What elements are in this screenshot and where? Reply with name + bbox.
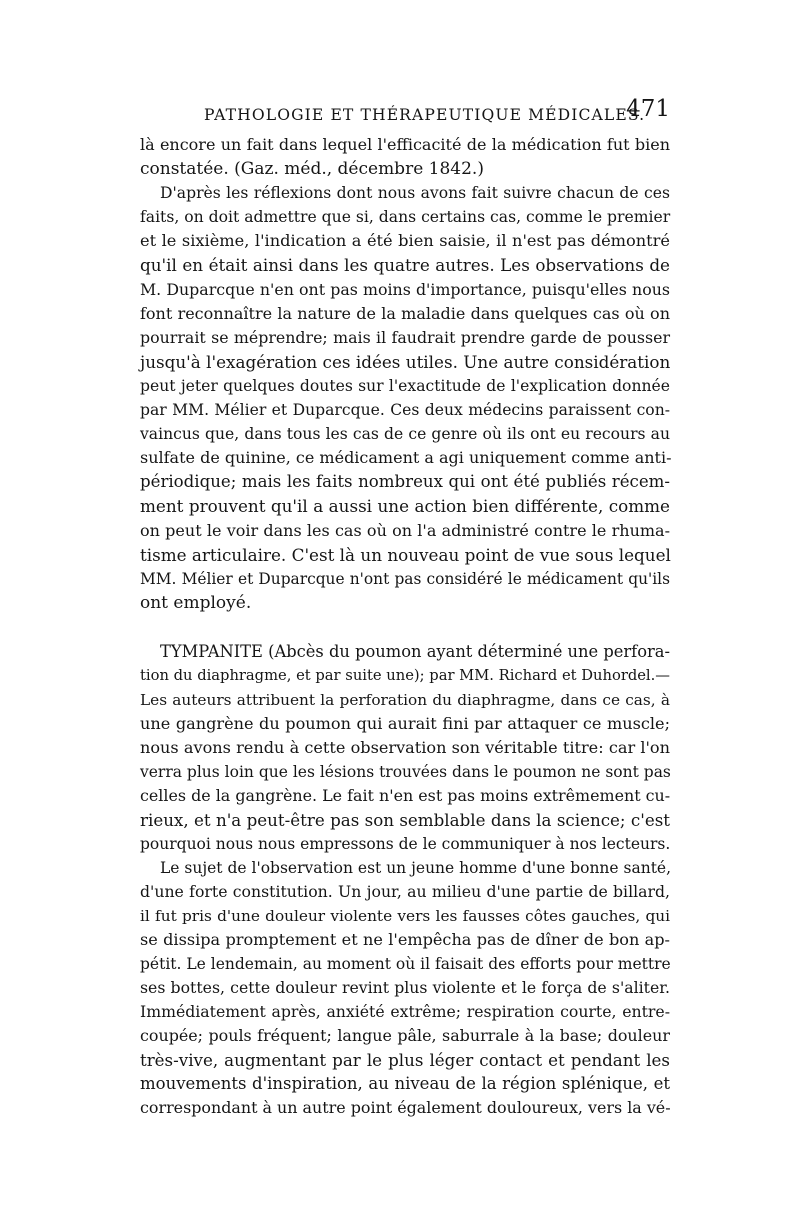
text-line: mouvements d'inspiration, au niveau de la région splénique, et <box>140 1073 670 1093</box>
page-body <box>140 133 670 1120</box>
text-line: et le sixième, l'indication a été bien saisie, il n'est pas démontré <box>140 231 670 251</box>
text-line: jusqu'à l'exagération ces idées utiles. Une autre considération <box>140 351 671 372</box>
text-line: M. Duparcque n'en ont pas moins d'importance, puisqu'elles nous <box>140 279 670 299</box>
section-tympanite <box>140 640 670 1120</box>
text-line: qu'il en était ainsi dans les quatre autres. Les observations de <box>140 255 670 276</box>
text-line: d'une forte constitution. Un jour, au milieu d'une partie de billard, <box>140 881 670 901</box>
running-title: PATHOLOGIE ET THÉRAPEUTIQUE MÉDICALES. <box>204 106 646 124</box>
text-line: pétit. Le lendemain, au moment où il faisait des efforts pour mettre <box>140 954 671 973</box>
text-line: MM. Mélier et Duparcque n'ont pas considéré le médicament qu'ils <box>140 569 670 588</box>
text-line: là encore un fait dans lequel l'efficacité de la médication fut bien <box>140 135 670 154</box>
text-line: ment prouvent qu'il a aussi une action bien différente, comme <box>140 496 670 517</box>
text-line: coupée; pouls fréquent; langue pâle, saburrale à la base; douleur <box>140 1025 670 1045</box>
text-line: pourrait se méprendre; mais il faudrait prendre garde de pousser <box>140 327 670 347</box>
text-line: tisme articulaire. C'est là un nouveau point de vue sous lequel <box>140 544 671 565</box>
text-line: constatée. (Gaz. méd., décembre 1842.) <box>140 159 484 180</box>
text-line: rieux, et n'a peut-être pas son semblable dans la science; c'est <box>140 809 670 830</box>
text-line: Le sujet de l'observation est un jeune homme d'une bonne santé, <box>160 858 672 877</box>
text-line: nous avons rendu à cette observation son véritable titre: car l'on <box>140 737 670 757</box>
section-medication-discussion <box>140 133 670 615</box>
text-line: une gangrène du poumon qui aurait fini par attaquer ce muscle; <box>140 713 670 733</box>
text-line: verra plus loin que les lésions trouvées dans le poumon ne sont pas <box>140 762 671 781</box>
text-line: font reconnaître la nature de la maladie dans quelques cas où on <box>140 303 670 323</box>
page-number: 471 <box>626 96 670 122</box>
text-line: correspondant à un autre point également douloureux, vers la vé- <box>140 1097 671 1117</box>
text-line: vaincus que, dans tous les cas de ce genre où ils ont eu recours au <box>140 425 670 444</box>
text-line: tion du diaphragme, et par suite une); par MM. Richard et Duhordel.— <box>140 666 670 684</box>
text-line: se dissipa promptement et ne l'empêcha pas de dîner de bon ap- <box>140 929 670 949</box>
section-heading-line: TYMPANITE (Abcès du poumon ayant déterminé une perfora- <box>160 641 670 661</box>
text-line: il fut pris d'une douleur violente vers les fausses côtes gauches, qui <box>140 906 670 925</box>
text-line: ont employé. <box>140 592 252 613</box>
text-line: très-vive, augmentant par le plus léger contact et pendant les <box>140 1049 670 1070</box>
text-line: faits, on doit admettre que si, dans certains cas, comme le premier <box>140 208 671 227</box>
text-line: D'après les réflexions dont nous avons fait suivre chacun de ces <box>160 184 670 203</box>
text-line: peut jeter quelques doutes sur l'exactitude de l'explication donnée <box>140 376 670 395</box>
text-line: Les auteurs attribuent la perforation du diaphragme, dans ce cas, à <box>140 690 670 709</box>
text-line: par MM. Mélier et Duparcque. Ces deux médecins paraissent con- <box>140 401 670 420</box>
text-line: sulfate de quinine, ce médicament a agi uniquement comme anti- <box>140 448 672 468</box>
text-line: périodique; mais les faits nombreux qui ont été publiés récem- <box>140 472 670 492</box>
text-line: on peut le voir dans les cas où on l'a administré contre le rhuma- <box>140 520 670 540</box>
text-line: ses bottes, cette douleur revint plus violente et le força de s'aliter. <box>140 977 670 997</box>
section-gap <box>140 615 670 640</box>
text-line: Immédiatement après, anxiété extrême; respiration courte, entre- <box>140 1001 670 1021</box>
text-line: celles de la gangrène. Le fait n'en est pas moins extrêmement cu- <box>140 785 671 805</box>
text-line: pourquoi nous nous empressons de le communiquer à nos lecteurs. <box>140 834 671 853</box>
